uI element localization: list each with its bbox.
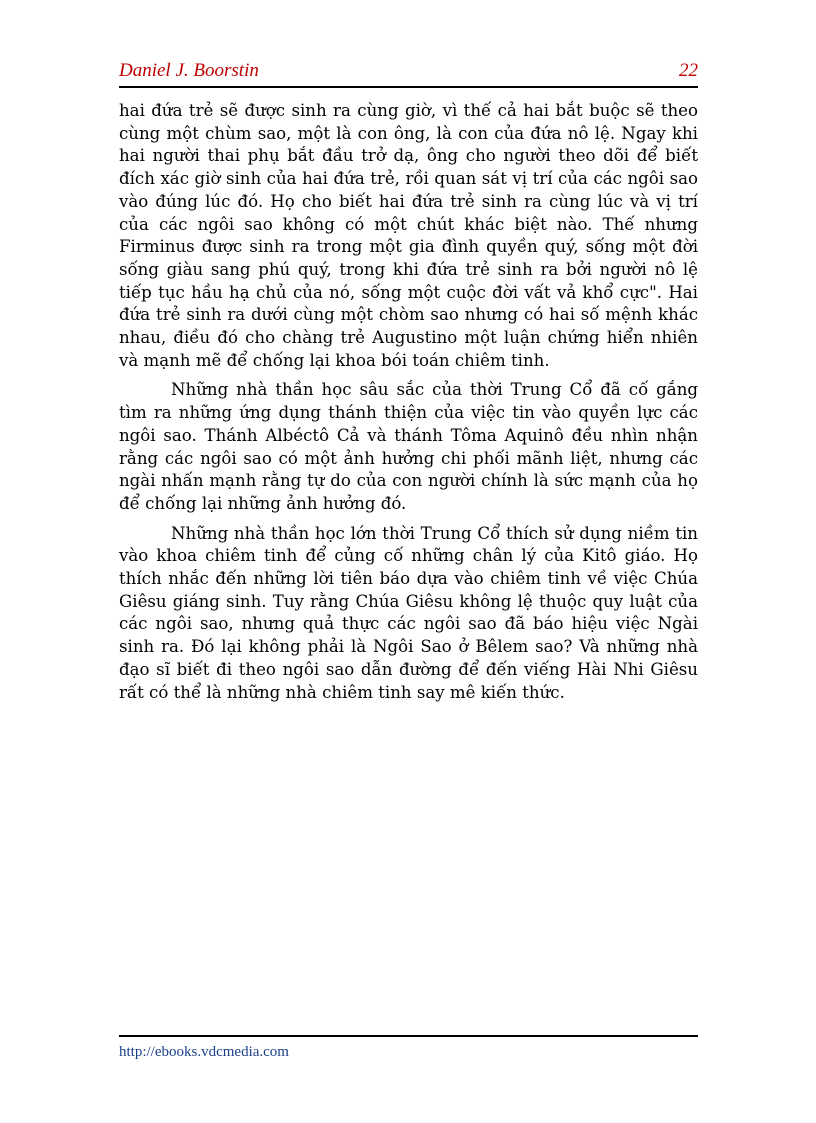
page-header bbox=[119, 58, 698, 88]
page-number: 22 bbox=[679, 60, 698, 81]
paragraph-1: hai đứa trẻ sẽ được sinh ra cùng giờ, vì thế cả hai bắt buộc sẽ theo cùng một chùm sao, một là con ông, là con của đứa nô lệ. Ngay khi hai người thai phụ bắt đầu trở dạ, ông cho người theo dõi để biết đích xác giờ sinh của hai đứa trẻ, rồi quan sát vị trí của các ngôi sao vào đúng lúc đó. Họ cho biết hai đứa trẻ sinh ra cùng lúc và vị trí của các ngôi sao không có một chút khác biệt nào. Thế nhưng Firminus được sinh ra trong một gia đình quyền quý, sống một đời sống giàu sang phú quý, trong khi đứa trẻ sinh ra bởi người nô lệ tiếp tục hầu hạ chủ của nó, sống một cuộc đời vất vả khổ cực". Hai đứa trẻ sinh ra dưới cùng một chòm sao nhưng có hai số mệnh khác nhau, điều đó cho chàng trẻ Augustino một luận chứng hiển nhiên và mạnh mẽ để chống lại khoa bói toán chiêm tinh. bbox=[119, 101, 698, 370]
footer-rule bbox=[119, 1035, 698, 1037]
body-text bbox=[119, 100, 698, 711]
paragraph-2: Những nhà thần học sâu sắc của thời Trung Cổ đã cố gắng tìm ra những ứng dụng thánh thiện của việc tin vào quyền lực các ngôi sao. Thánh Albéctô Cả và thánh Tôma Aquinô đều nhìn nhận rằng các ngôi sao có một ảnh hưởng chi phối mãnh liệt, nhưng các ngài nhấn mạnh rằng tự do của con người chính là sức mạnh của họ để chống lại những ảnh hưởng đó. bbox=[119, 380, 698, 513]
header-author: Daniel J. Boorstin bbox=[119, 60, 259, 81]
paragraph-3: Những nhà thần học lớn thời Trung Cổ thích sử dụng niềm tin vào khoa chiêm tinh để củng cố những chân lý của Kitô giáo. Họ thích nhắc đến những lời tiên báo dựa vào chiêm tinh về việc Chúa Giêsu giáng sinh. Tuy rằng Chúa Giêsu không lệ thuộc quy luật của các ngôi sao, nhưng quả thực các ngôi sao đã báo hiệu việc Ngài sinh ra. Đó lại không phải là Ngôi Sao ở Bêlem sao? Và những nhà đạo sĩ biết đi theo ngôi sao dẫn đường để đến viếng Hài Nhi Giêsu rất có thể là những nhà chiêm tinh say mê kiến thức. bbox=[119, 523, 698, 702]
footer-link[interactable]: http://ebooks.vdcmedia.com bbox=[119, 1044, 289, 1060]
